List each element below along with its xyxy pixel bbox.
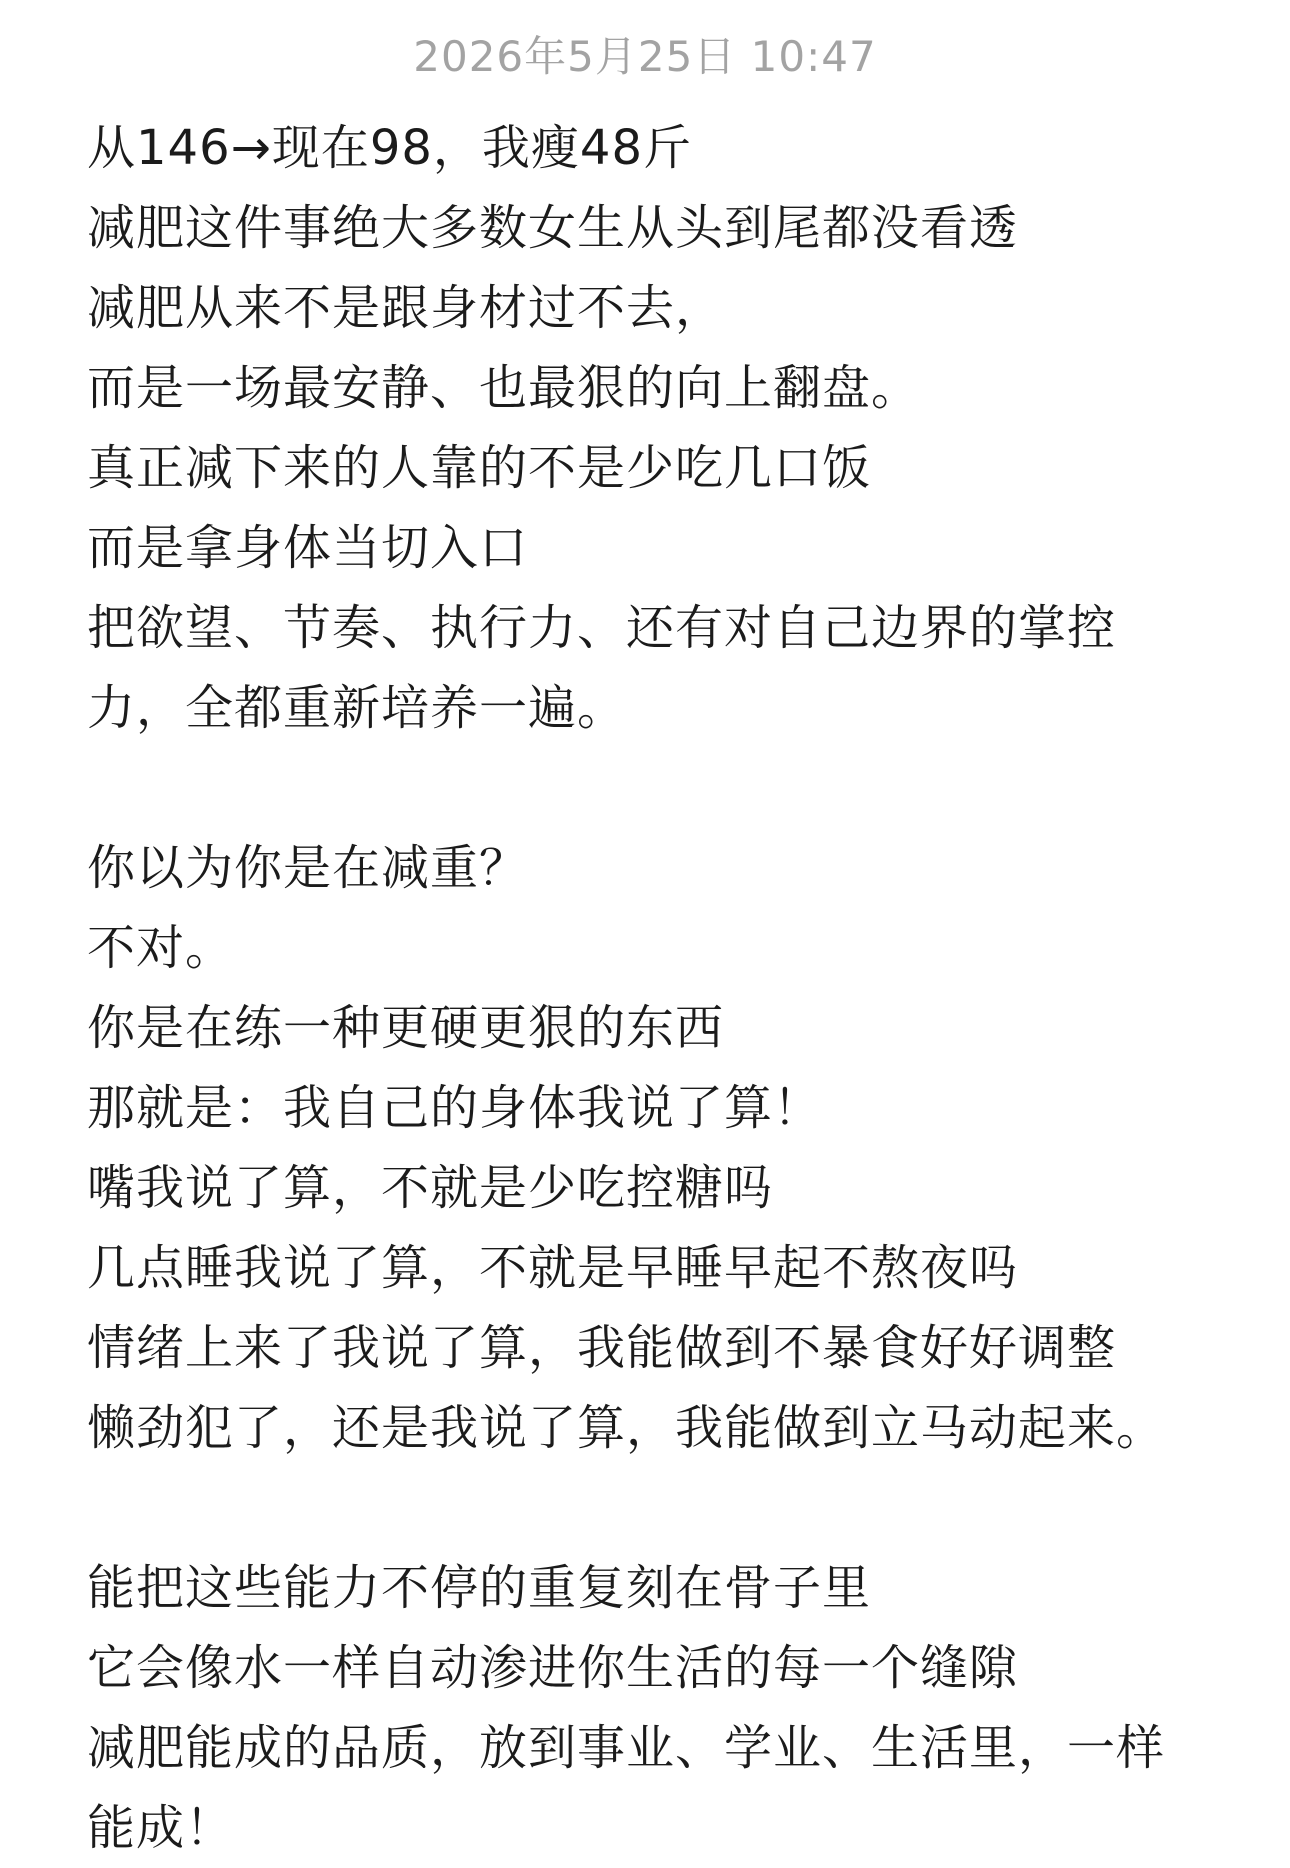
note-line: 减肥从来不是跟身材过不去， [87,280,725,336]
note-line: 嘴我说了算，不就是少吃控糖吗 [87,1160,774,1216]
note-line: 不对。 [87,920,235,976]
note-line: 而是拿身体当切入口 [87,520,529,576]
note-line: 力，全都重新培养一遍。 [87,680,627,736]
note-line: 真正减下来的人靠的不是少吃几口饭 [87,440,872,496]
note-line: 把欲望、节奏、执行力、还有对自己边界的掌控 [87,600,1117,656]
note-line: 能把这些能力不停的重复刻在骨子里 [87,1560,872,1616]
note-line: 而是一场最安静、也最狠的向上翻盘。 [87,360,921,416]
note-line: 你是在练一种更硬更狠的东西 [87,1000,725,1056]
note-line: 减肥这件事绝大多数女生从头到尾都没看透 [87,200,1019,256]
note-line: 懒劲犯了，还是我说了算，我能做到立马动起来。 [87,1400,1166,1456]
paragraph-gap [87,748,1237,828]
note-line: 情绪上来了我说了算，我能做到不暴食好好调整 [87,1320,1117,1376]
note-line: 几点睡我说了算，不就是早睡早起不熬夜吗 [87,1240,1019,1296]
note-body[interactable] [87,108,1237,1868]
note-line: 从146→现在98，我瘦48斤 [87,120,692,176]
note-line: 你以为你是在减重？ [87,840,529,896]
note-timestamp: 2026年5月25日 10:47 [413,32,877,81]
note-line: 能成！ [87,1800,235,1856]
note-line: 那就是：我自己的身体我说了算！ [87,1080,823,1136]
note-line: 它会像水一样自动渗进你生活的每一个缝隙 [87,1640,1019,1696]
note-line: 减肥能成的品质，放到事业、学业、生活里，一样 [87,1720,1166,1776]
paragraph-gap [87,1468,1237,1548]
